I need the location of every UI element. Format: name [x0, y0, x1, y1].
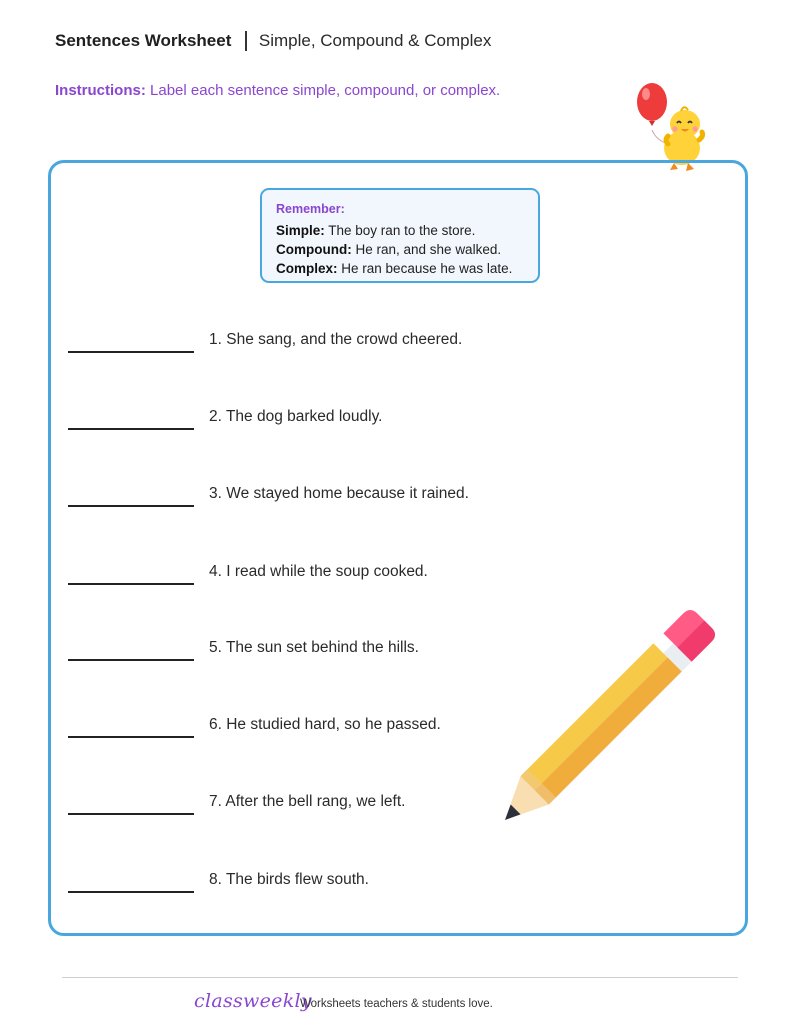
question-item-8: [68, 871, 568, 901]
question-text: 1. She sang, and the crowd cheered.: [209, 331, 463, 348]
remember-title: Remember:: [276, 202, 345, 216]
question-text: 4. I read while the soup cooked.: [209, 563, 428, 580]
answer-line[interactable]: [68, 736, 194, 738]
instructions: [55, 82, 500, 99]
remember-term: Simple:: [276, 223, 325, 238]
question-text: 2. The dog barked loudly.: [209, 408, 383, 425]
answer-line[interactable]: [68, 428, 194, 430]
question-item-1: [68, 331, 568, 361]
instructions-label: Instructions:: [55, 82, 146, 99]
answer-line[interactable]: [68, 351, 194, 353]
question-item-2: [68, 408, 568, 438]
answer-line[interactable]: [68, 891, 194, 893]
instructions-text: Label each sentence simple, compound, or complex.: [150, 82, 501, 99]
answer-line[interactable]: [68, 583, 194, 585]
question-item-6: [68, 716, 568, 746]
remember-example: He ran, and she walked.: [355, 242, 502, 257]
question-text: 3. We stayed home because it rained.: [209, 485, 469, 502]
remember-row-compound: [276, 240, 524, 259]
answer-line[interactable]: [68, 659, 194, 661]
question-item-4: [68, 563, 568, 593]
question-text: 6. He studied hard, so he passed.: [209, 716, 441, 733]
remember-row-complex: [276, 259, 524, 278]
header-divider: [245, 31, 247, 51]
question-text: 5. The sun set behind the hills.: [209, 639, 419, 656]
worksheet-subtitle: Simple, Compound & Complex: [258, 31, 492, 50]
remember-term: Complex:: [276, 261, 338, 276]
footer-tagline: Worksheets teachers & students love.: [300, 998, 493, 1010]
remember-term: Compound:: [276, 242, 352, 257]
pencil-icon: [495, 598, 727, 830]
question-text: 7. After the bell rang, we left.: [209, 793, 406, 810]
remember-example: He ran because he was late.: [341, 261, 513, 276]
question-text: 8. The birds flew south.: [209, 871, 369, 888]
worksheet-title: Sentences Worksheet: [55, 31, 232, 50]
worksheet-header: [55, 30, 491, 52]
question-item-5: [68, 639, 568, 669]
remember-box: [260, 188, 540, 283]
footer-divider: [62, 977, 738, 978]
answer-line[interactable]: [68, 505, 194, 507]
remember-example: The boy ran to the store.: [328, 223, 476, 238]
remember-row-simple: [276, 221, 524, 240]
question-item-7: [68, 793, 568, 823]
answer-line[interactable]: [68, 813, 194, 815]
brand-logo: classweekly: [194, 990, 312, 1012]
question-item-3: [68, 485, 568, 515]
